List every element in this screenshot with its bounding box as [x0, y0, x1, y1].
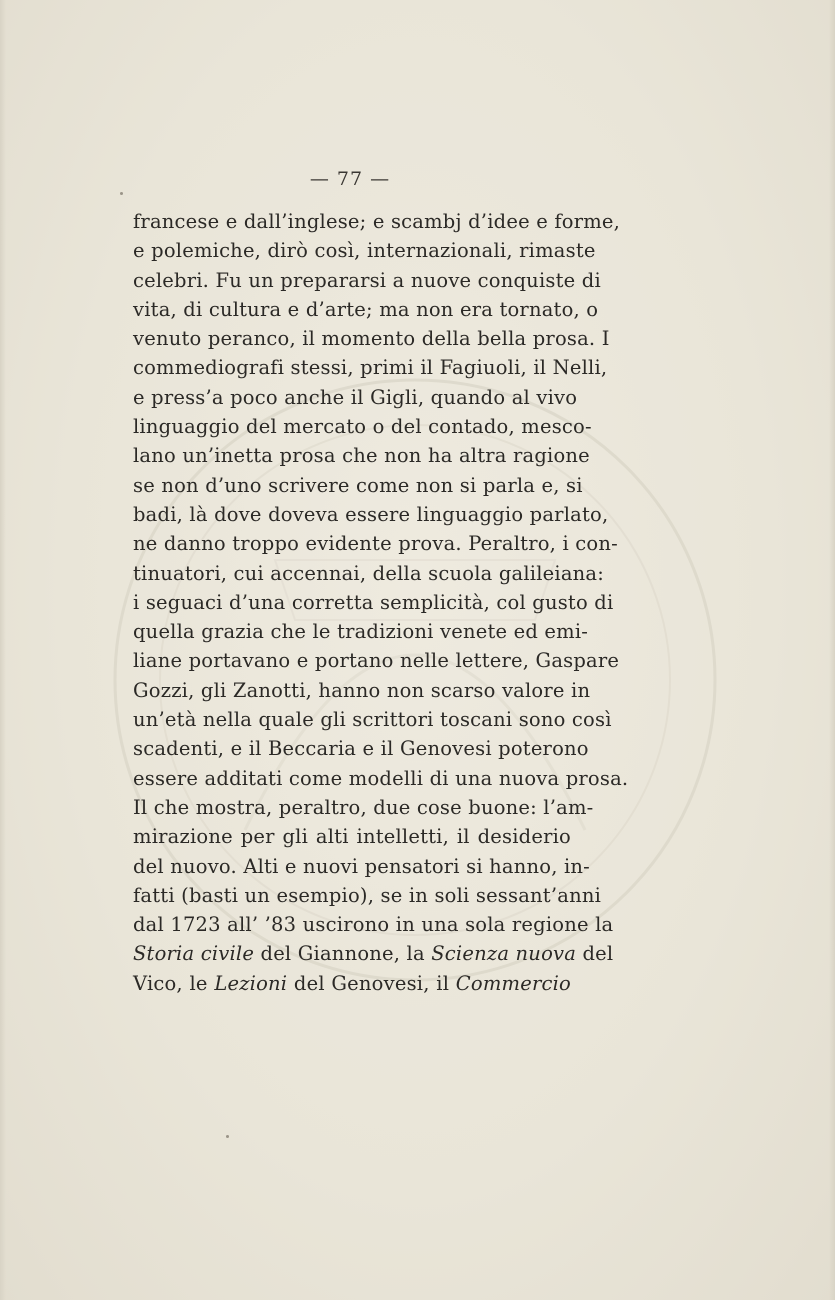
- text-line-with-titles: [133, 939, 614, 968]
- title-lezioni: Lezioni: [214, 971, 288, 995]
- text-line: e polemiche, dirò così, internazionali, rimaste: [133, 239, 596, 263]
- text-line-with-titles: [133, 969, 571, 998]
- text-fragment: del Genovesi, il: [287, 971, 456, 995]
- text-line: se non d’uno scrivere come non si parla e, si: [133, 473, 583, 497]
- text-line: tinuatori, cui accennai, della scuola galileiana:: [133, 561, 605, 585]
- text-line: commediografi stessi, primi il Fagiuoli, il Nelli,: [133, 356, 608, 380]
- body-text: [133, 207, 629, 998]
- text-line: linguaggio del mercato o del contado, mesco-: [133, 415, 592, 439]
- text-line: lano un’inetta prosa che non ha altra ragione: [133, 444, 590, 468]
- text-line: i seguaci d’una corretta semplicità, col gusto di: [133, 590, 614, 614]
- text-line: venuto peranco, il momento della bella prosa. I: [133, 327, 610, 351]
- text-line: e press’a poco anche il Gigli, quando al vivo: [133, 385, 578, 409]
- text-line: essere additati come modelli di una nuova prosa.: [133, 766, 629, 790]
- text-line: fatti (basti un esempio), se in soli sessant’anni: [133, 883, 602, 907]
- text-line: mirazione per gli alti intelletti, il desiderio: [133, 825, 571, 849]
- text-line: liane portavano e portano nelle lettere, Gaspare: [133, 649, 620, 673]
- text-line: scadenti, e il Beccaria e il Genovesi poterono: [133, 737, 589, 761]
- page-left-edge: [0, 0, 6, 1300]
- text-line: ne danno troppo evidente prova. Peraltro, i con-: [133, 532, 618, 556]
- title-storia-civile: Storia civile: [133, 942, 255, 966]
- page-number: — 77 —: [309, 168, 391, 190]
- text-fragment: del: [576, 942, 614, 966]
- text-line: quella grazia che le tradizioni venete ed emi-: [133, 620, 589, 644]
- paper-speck: [226, 1135, 229, 1138]
- paper-speck: [120, 192, 123, 195]
- text-line: del nuovo. Alti e nuovi pensatori si hanno, in-: [133, 854, 590, 878]
- title-commercio: Commercio: [455, 971, 571, 995]
- text-line: un’età nella quale gli scrittori toscani sono così: [133, 708, 612, 732]
- text-line: dal 1723 all’ ’83 uscirono in una sola regione la: [133, 913, 614, 937]
- text-line: Il che mostra, peraltro, due cose buone: l’am-: [133, 795, 594, 819]
- text-line: celebri. Fu un prepararsi a nuove conquiste di: [133, 268, 601, 292]
- text-line: vita, di cultura e d’arte; ma non era tornato, o: [133, 297, 599, 321]
- page-right-edge: [829, 0, 835, 1300]
- text-fragment: del Giannone, la: [254, 942, 432, 966]
- title-scienza-nuova: Scienza nuova: [431, 942, 577, 966]
- text-line: Gozzi, gli Zanotti, hanno non scarso valore in: [133, 678, 591, 702]
- text-fragment: Vico, le: [133, 971, 215, 995]
- text-line: badi, là dove doveva essere linguaggio parlato,: [133, 502, 609, 526]
- text-line: francese e dall’inglese; e scambj d’idee e forme,: [133, 210, 621, 233]
